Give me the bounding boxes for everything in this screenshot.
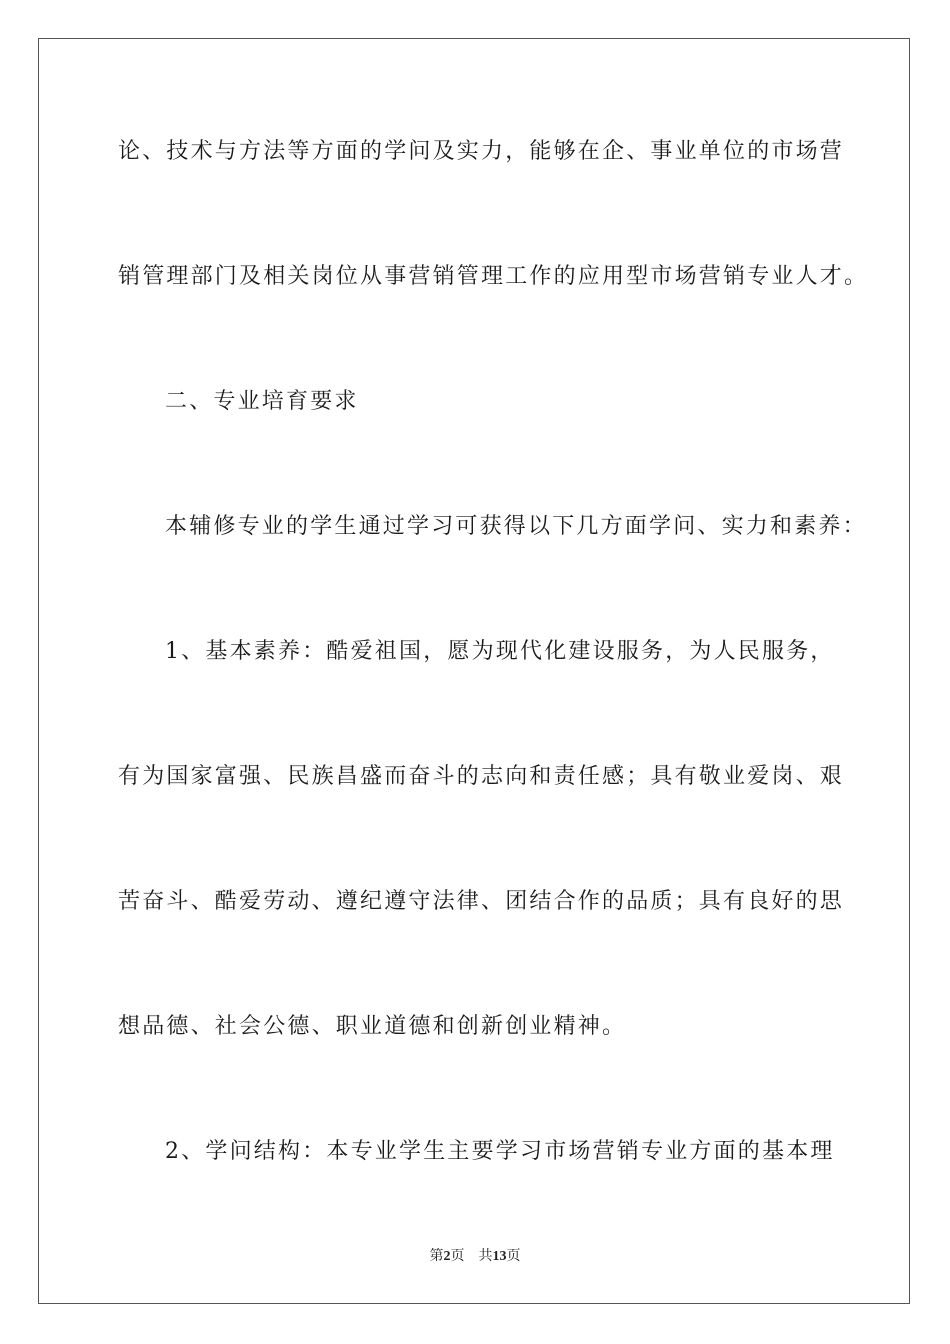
total-pages: 13	[492, 1249, 507, 1264]
page-footer	[0, 1248, 950, 1266]
list-item-first-line: 2、学问结构：本专业学生主要学习市场营销专业方面的基本理	[165, 1139, 835, 1164]
body-text-line: 销管理部门及相关岗位从事营销管理工作的应用型市场营销专业人才。	[118, 264, 869, 289]
page-suffix: 页	[450, 1249, 465, 1264]
page-number: 2	[443, 1249, 451, 1264]
total-prefix: 共	[478, 1249, 493, 1264]
body-text-line: 论、技术与方法等方面的学问及实力，能够在企、事业单位的市场营	[118, 139, 845, 164]
section-heading: 二、专业培育要求	[165, 389, 359, 414]
paragraph-first-line: 本辅修专业的学生通过学习可获得以下几方面学问、实力和素养：	[165, 514, 867, 539]
body-text-line: 苦奋斗、酷爱劳动、遵纪遵守法律、团结合作的品质；具有良好的思	[118, 889, 845, 914]
body-text-line: 想品德、社会公德、职业道德和创新创业精神。	[118, 1014, 627, 1039]
page-prefix: 第	[429, 1249, 444, 1264]
total-suffix: 页	[506, 1249, 521, 1264]
list-item-first-line: 1、基本素养：酷爱祖国，愿为现代化建设服务，为人民服务，	[165, 639, 835, 664]
page-border	[38, 38, 910, 1304]
body-text-line: 有为国家富强、民族昌盛而奋斗的志向和责任感；具有敬业爱岗、艰	[118, 764, 845, 789]
